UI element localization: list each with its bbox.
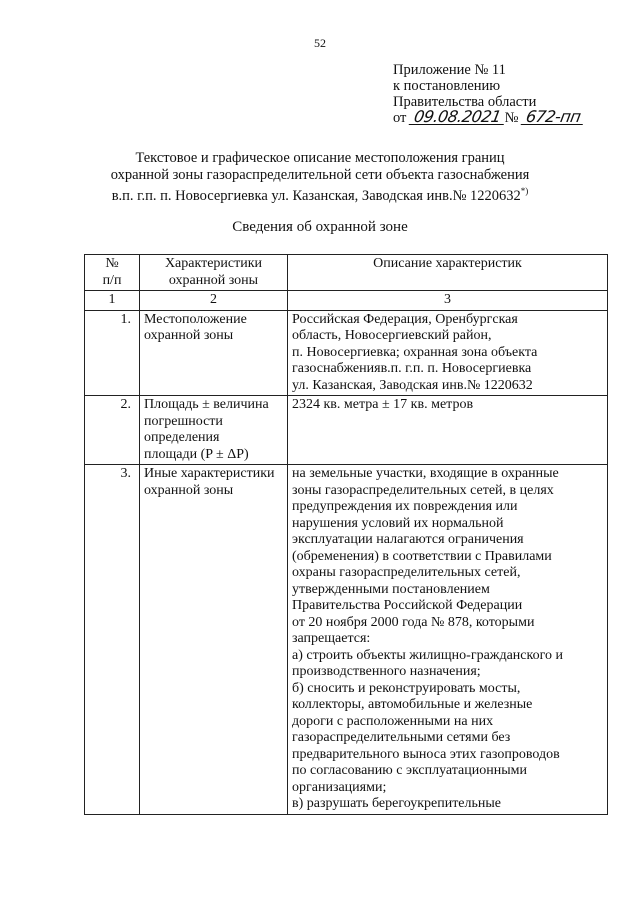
row-number: 2. [85,396,140,465]
description-line: предупреждения их повреждения или [292,499,518,514]
appendix-block [393,62,584,126]
characteristic-line: Местоположение [144,311,247,327]
description-line: предварительного выноса этих газопроводов [292,746,560,762]
appendix-date-line [393,107,584,126]
description-line: охраны газораспределительных сетей, [292,565,521,580]
description-line: в) разрушать берегоукрепительные [292,796,502,811]
row-characteristic [140,396,288,465]
description-line: по согласованию с эксплуатационными [292,763,527,778]
table-index-row [85,291,608,311]
description-line: газораспределительными сетями без [292,730,511,745]
description-line: запрещается: [292,631,371,646]
zone-table [84,254,608,815]
document-title [0,150,640,204]
description-line: производственного назначения; [292,664,481,679]
characteristic-line: Площадь ± величина [144,397,269,412]
header-characteristics [140,255,288,291]
appendix-line-2: к постановлению [393,78,501,94]
row-description [288,310,608,396]
row-characteristic [140,310,288,396]
appendix-line-1: Приложение № 11 [393,62,506,78]
index-cell: 3 [288,291,608,311]
table-row [85,310,608,396]
description-line: ул. Казанская, Заводская инв.№ 1220632 [292,377,533,393]
header-description: Описание характеристик [288,255,608,291]
handwritten-date: 09.08.2021 [409,110,506,125]
table-header-row [85,255,608,291]
row-characteristic [140,465,288,815]
description-line: коллекторы, автомобильные и железные [292,697,533,712]
row-description [288,396,608,465]
description-line: Правительства Российской Федерации [292,598,523,613]
header-num [85,255,140,291]
description-line: дороги с расположенными на них [292,713,494,729]
row-number: 3. [85,465,140,815]
characteristic-line: охранной зоны [144,328,234,343]
description-line: на земельные участки, входящие в охранные [292,466,559,481]
title-line-1: Текстовое и графическое описание местоположения границ [135,150,505,166]
row-number: 1. [85,310,140,396]
description-line: зоны газораспределительных сетей, в целях [292,482,554,498]
characteristic-line: определения [144,430,220,445]
characteristic-line: Иные характеристики [144,466,275,481]
description-line: от 20 ноября 2000 года № 878, которыми [292,614,535,630]
page-number: 52 [314,36,326,50]
description-line: область, Новосергиевский район, [292,328,492,343]
description-line: 2324 кв. метра ± 17 кв. метров [292,397,474,412]
header-num-line-1: № [105,256,119,271]
description-line: а) строить объекты жилищно-гражданского и [292,647,563,663]
index-cell: 2 [140,291,288,311]
title-line-3 [0,183,640,204]
date-prefix: от [393,110,407,126]
characteristic-line: охранной зоны [144,482,234,498]
characteristic-line: погрешности [144,413,223,429]
row-description [288,465,608,815]
title-line-2: охранной зоны газораспределительной сети объекта газоснабжения [110,166,530,183]
header-char-line-1: Характеристики [164,256,263,271]
description-line: утвержденными постановлением [292,581,490,597]
description-line: нарушения условий их нормальной [292,515,504,531]
description-line: газоснабженияв.п. г.п. п. Новосергиевка [292,361,532,376]
description-line: организациями; [292,779,387,795]
table-row [85,465,608,815]
header-char-line-2: охранной зоны [168,272,259,288]
number-prefix: № [504,110,519,126]
footnote-mark: *) [520,186,529,196]
title-line-3-text: в.п. г.п. п. Новосергиевка ул. Казанская, Заводская инв.№ 1220632 [111,187,521,204]
description-line: б) сносить и реконструировать мосты, [292,680,521,696]
handwritten-number: 672-пп [521,110,586,125]
index-cell: 1 [85,291,140,311]
appendix-line-3: Правительства области [393,94,537,110]
header-num-line-2: п/п [102,272,122,288]
description-line: Российская Федерация, Оренбургская [292,311,518,327]
description-line: п. Новосергиевка; охранная зона объекта [292,344,538,360]
description-line: эксплуатации налагаются ограничения [292,532,524,547]
table-row [85,396,608,465]
section-subtitle: Сведения об охранной зоне [232,219,408,235]
description-line: (обременения) в соответствии с Правилами [292,548,552,564]
characteristic-line: площади (P ± ΔP) [144,446,249,462]
